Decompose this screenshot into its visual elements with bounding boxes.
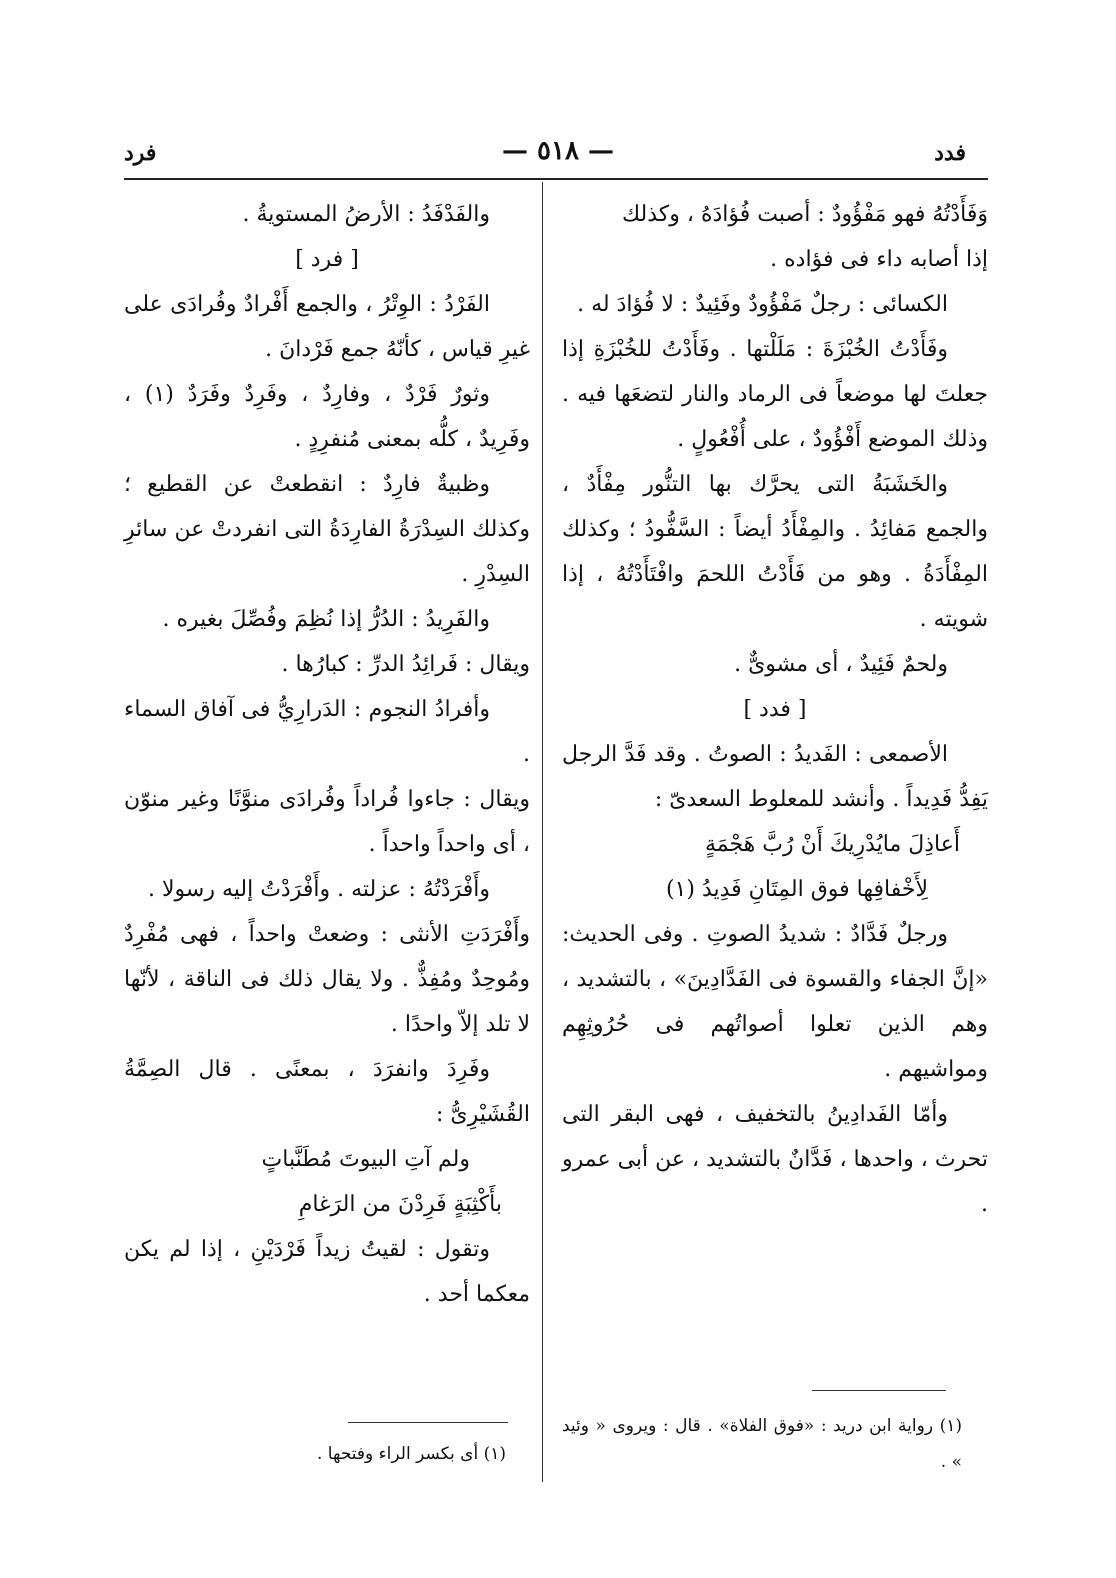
text-paragraph: ويقال : جاءوا فُراداً وفُرادَى منوَّنًا وغير منوّن ، أى واحداً واحداً . <box>124 787 530 857</box>
text-paragraph: وفَرِدَ وانفرَدَ ، بمعنًى . قال الصِمَّةُ القُشَيْرِىُّ : <box>124 1057 530 1127</box>
text-paragraph: ويقال : فَرائِدُ الدرِّ : كبارُها . <box>281 652 530 677</box>
text-paragraph: وأَفْرَدْتُهُ : عزلته . وأَفْرَدْتُ إليه رسولا . <box>148 877 490 902</box>
verse-line: أَعاذِلَ مايُدْرِيكَ أَنْ رُبَّ هَجْمَةٍ <box>704 832 960 857</box>
column-divider <box>542 182 543 1482</box>
running-head-right: فدد <box>934 140 966 166</box>
text-paragraph: وَفَأَدْتُهُ فهو مَفْؤُودٌ : أصبت فُؤادَهُ ، وكذلك <box>622 202 988 227</box>
right-column <box>562 192 988 1227</box>
verse-line: ولم آتِ البيوتَ مُطَنَّباتٍ <box>261 1147 470 1172</box>
verse-line: بأَكْثِبَةٍ فَرِدْنَ من الرَغامِ <box>298 1192 502 1217</box>
text-paragraph: والخَشَبَةُ التى يحرَّك بها التنُّور مِفْأَدٌ ، والجمع مَفائِدُ . والمِفْأَدُ أيضاً : السَّفُّودُ ؛ وكذلك المِفْأَدَةُ . وهو من فَأَدْتُ اللحمَ وافْتَأَدْتُهُ ، إذا شويته . <box>562 472 988 632</box>
text-paragraph: ورجلٌ فَدَّادٌ : شديدُ الصوتِ . وفى الحديث: «إنَّ الجفاء والقسوة فى الفَدَّادِينَ» ، بالتشديد ، وهم الذين تعلوا أصواتُهم فى حُرُوثِهِم ومواشيهم . <box>562 922 988 1082</box>
left-column <box>124 192 530 1317</box>
text-paragraph: وثورٌ فَرْدٌ ، وفارِدٌ ، وفَرِدٌ وفَرَدٌ (١) ، وفَرِيدٌ ، كلُّه بمعنى مُنفرِدٍ . <box>124 382 530 452</box>
text-paragraph: وأفرادُ النجوم : الدَرارِيُّ فى آفاق السماء . <box>124 697 530 767</box>
text-paragraph: وظبيةٌ فارِدٌ : انقطعتْ عن القطيع ؛ وكذلك السِدْرَةُ الفارِدَةُ التى انفردتْ عن سائرِ السِدْرِ . <box>124 472 530 587</box>
text-paragraph: ولحمٌ فَئِيدٌ ، أى مشوىٌّ . <box>734 652 948 677</box>
entry-heading: [ فدد ] <box>743 697 807 722</box>
text-paragraph: وتقول : لقيتُ زيداً فَرْدَيْنِ ، إذا لم يكن معكما أحد . <box>124 1237 530 1307</box>
verse-line: لِأَخْفافِها فوق المِتَانِ فَدِيدُ (١) <box>665 877 928 902</box>
text-paragraph: والفَدْفَدُ : الأرضُ المستويةُ . <box>242 202 490 227</box>
text-paragraph: وأَفْرَدَتِ الأنثى : وضعتْ واحداً ، فهى مُفْرِدٌ ومُوحِدٌ ومُفِذٌّ . ولا يقال ذلك فى الناقة ، لأنّها لا تلد إلاّ واحدًا . <box>124 922 530 1037</box>
footnote-rule-right <box>812 1390 946 1391</box>
text-paragraph: الفَرْدُ : الوِتْرُ ، والجمع أَفْرادٌ وفُرادَى على غيرِ قياس ، كأنّهُ جمع فَرْدانَ . <box>124 292 530 362</box>
text-paragraph: وأمّا الفَدادِينُ بالتخفيف ، فهى البقر التى تحرث ، واحدها ، فَدَّانٌ بالتشديد ، عن أبى عمرو . <box>561 1102 988 1217</box>
running-head-left: فرد <box>124 140 157 166</box>
footnote-rule-left <box>348 1422 508 1423</box>
text-paragraph: والفَرِيدُ : الدُرُّ إذا نُظِمَ وفُصِّلَ بغيره . <box>162 607 490 632</box>
text-paragraph: وفَأَدْتُ الخُبْزَةَ : مَلَلْتها . وفَأَدْتُ للخُبْزَةِ إذا جعلتَ لها موضعاً فى الرماد والنار لتضعَها فيه . وذلك الموضع أَفْؤُودٌ ، على أُفْعُولٍ . <box>562 337 988 452</box>
text-paragraph: إذا أصابه داء فى فؤاده . <box>770 247 988 272</box>
footnote-right: (١) رواية ابن دريد : «فوق الفلاة» . قال : ويروى « وئيد » . <box>562 1416 962 1472</box>
text-paragraph: الكسائى : رجلٌ مَفْؤُودٌ وفَئِيدٌ : لا فُؤادَ له . <box>577 292 948 317</box>
text-paragraph: الأصمعى : الفَديدُ : الصوتُ . وقد فَدَّ الرجل يَفِدُّ فَدِيداً . وأنشد للمعلوط السعدىّ : <box>562 742 988 812</box>
footnote-left: (١) أى بكسر الراء وفتحها . <box>317 1444 506 1464</box>
header-rule <box>124 178 988 180</box>
entry-heading: [ فرد ] <box>295 247 359 272</box>
page-number: — ٥١٨ — <box>501 136 615 166</box>
